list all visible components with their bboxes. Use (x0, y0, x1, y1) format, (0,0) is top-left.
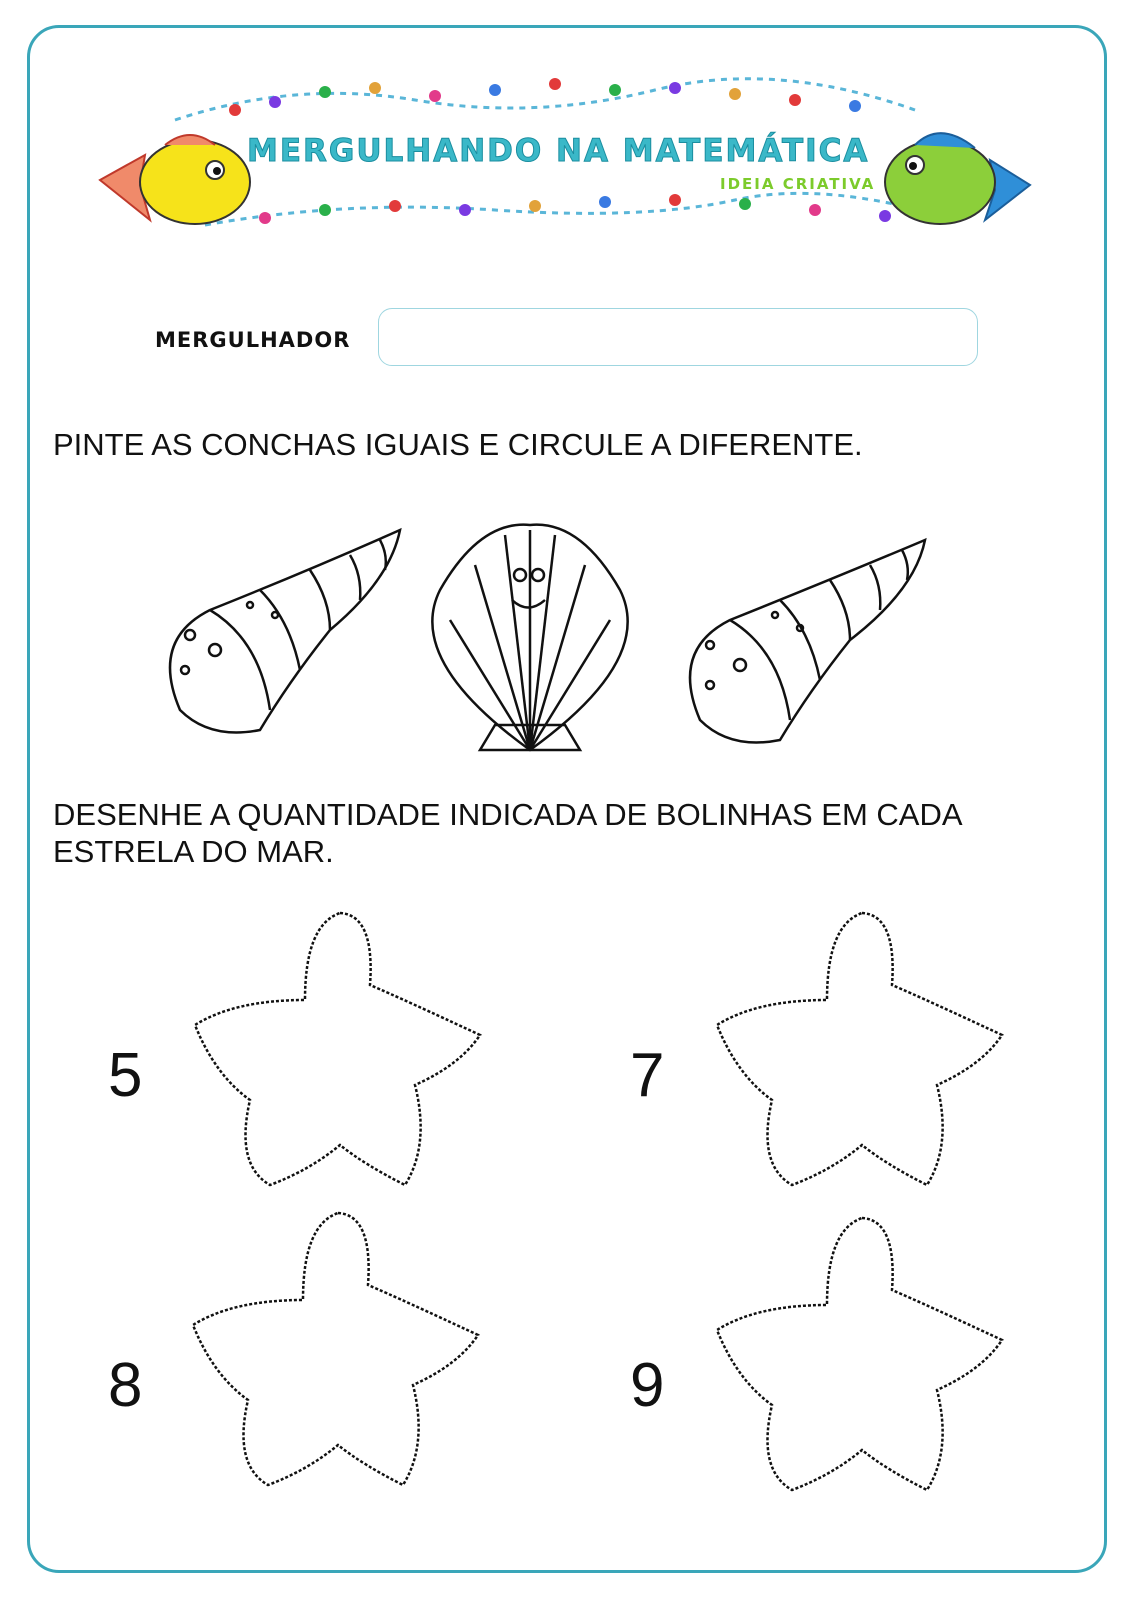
banner-title: MERGULHANDO NA MATEMÁTICA (247, 133, 870, 169)
yellow-fish-icon (100, 135, 250, 224)
banner-subtitle: IDEIA CRIATIVA (720, 175, 876, 193)
name-input[interactable] (378, 308, 978, 366)
shells-row (150, 520, 960, 780)
starfish-icon[interactable] (712, 1210, 1012, 1500)
starfish-icon[interactable] (190, 905, 490, 1195)
star-number: 9 (630, 1351, 665, 1420)
green-fish-icon (885, 133, 1030, 224)
starfish-icon[interactable] (188, 1205, 488, 1495)
name-label: MERGULHADOR (155, 328, 351, 352)
exercise1-instruction: PINTE AS CONCHAS IGUAIS E CIRCULE A DIFERENTE. (53, 427, 863, 462)
scallop-shell-icon[interactable] (432, 525, 627, 750)
exercise2-instruction-line1: DESENHE A QUANTIDADE INDICADA DE BOLINHAS EM CADA (53, 797, 963, 832)
star-number: 5 (108, 1041, 143, 1110)
spiral-shell-icon[interactable] (690, 540, 925, 743)
exercise2-instruction-line2: ESTRELA DO MAR. (53, 834, 334, 869)
spiral-shell-icon[interactable] (170, 530, 400, 733)
star-number: 7 (630, 1041, 665, 1110)
star-number: 8 (108, 1351, 143, 1420)
starfish-icon[interactable] (712, 905, 1012, 1195)
